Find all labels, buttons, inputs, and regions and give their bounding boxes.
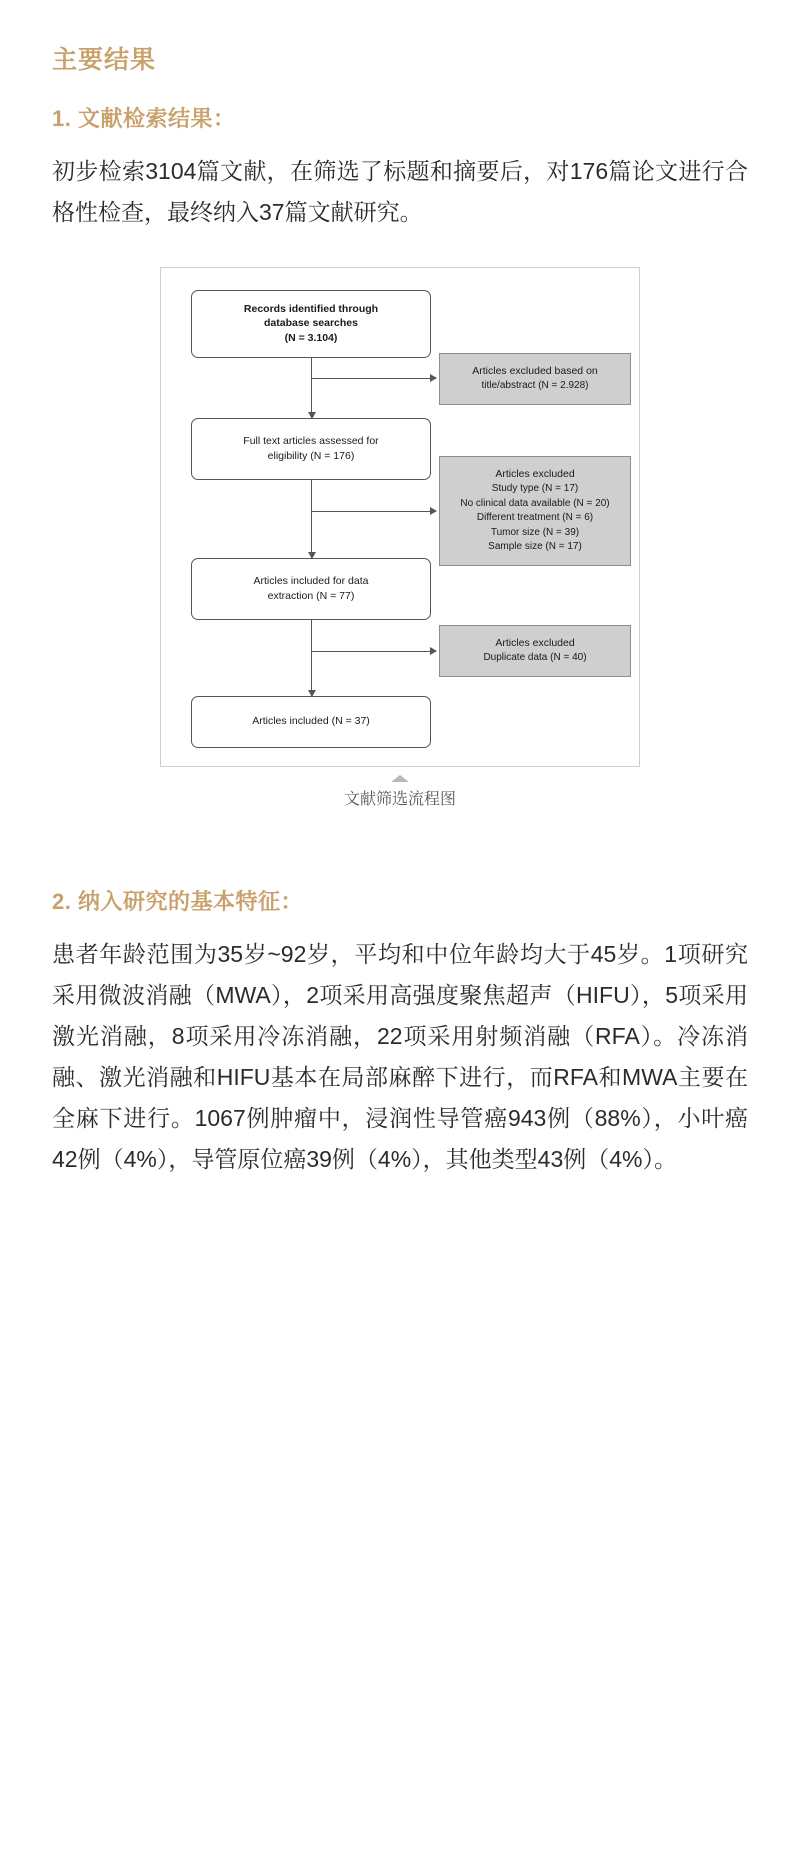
flow-node-fulltext-assessed: Full text articles assessed for eligibility (N = 176) bbox=[191, 418, 431, 480]
arrow-right-2 bbox=[311, 511, 436, 512]
arrow-down-2 bbox=[311, 480, 312, 558]
arrow-down-1 bbox=[311, 358, 312, 418]
subsection-heading-1: 1. 文献检索结果： bbox=[52, 106, 236, 131]
arrow-right-3 bbox=[311, 651, 436, 652]
flow-node-included-for-extraction: Articles included for data extraction (N = 77) bbox=[191, 558, 431, 620]
caret-up-icon bbox=[391, 775, 409, 782]
flow-node-records-identified: Records identified through database searches (N = 3.104) bbox=[191, 290, 431, 358]
arrow-right-1 bbox=[311, 378, 436, 379]
flow-excluded-box-2: Articles excluded Study type (N = 17) No clinical data available (N = 20) Different treatment (N = 6) Tumor size (N = 39) Sample size (N = 17) bbox=[439, 456, 631, 566]
spacer bbox=[52, 849, 748, 885]
subsection-heading-2: 2. 纳入研究的基本特征： bbox=[52, 888, 303, 914]
subsection-paragraph-2: 患者年龄范围为35岁~92岁，平均和中位年龄均大于45岁。1项研究采用微波消融（MWA），2项采用高强度聚焦超声（HIFU），5项采用激光消融，8项采用冷冻消融，22项采用射频消融（RFA）。冷冻消融、激光消融和HIFU基本在局部麻醉下进行，而RFA和MWA主要在全麻下进行。1067例肿瘤中，浸润性导管癌943例（88%），小叶癌42例（4%），导管原位癌39例（4%），其他类型43例（4%）。 bbox=[52, 940, 748, 1172]
subsection-paragraph-1: 初步检索3104篇文献，在筛选了标题和摘要后，对176篇论文进行合格性检查，最终纳入37篇文献研究。 bbox=[52, 158, 748, 225]
flow-node-final-included: Articles included (N = 37) bbox=[191, 696, 431, 748]
prisma-flowchart bbox=[160, 267, 640, 767]
flowchart-figure bbox=[52, 267, 748, 809]
arrow-down-3 bbox=[311, 620, 312, 696]
figure-caption: 文献筛选流程图 bbox=[343, 790, 456, 808]
page-title: 主要结果 bbox=[52, 46, 157, 74]
flow-excluded-box-3: Articles excluded Duplicate data (N = 40) bbox=[439, 625, 631, 677]
flow-excluded-box-1: Articles excluded based on title/abstract (N = 2.928) bbox=[439, 353, 631, 405]
